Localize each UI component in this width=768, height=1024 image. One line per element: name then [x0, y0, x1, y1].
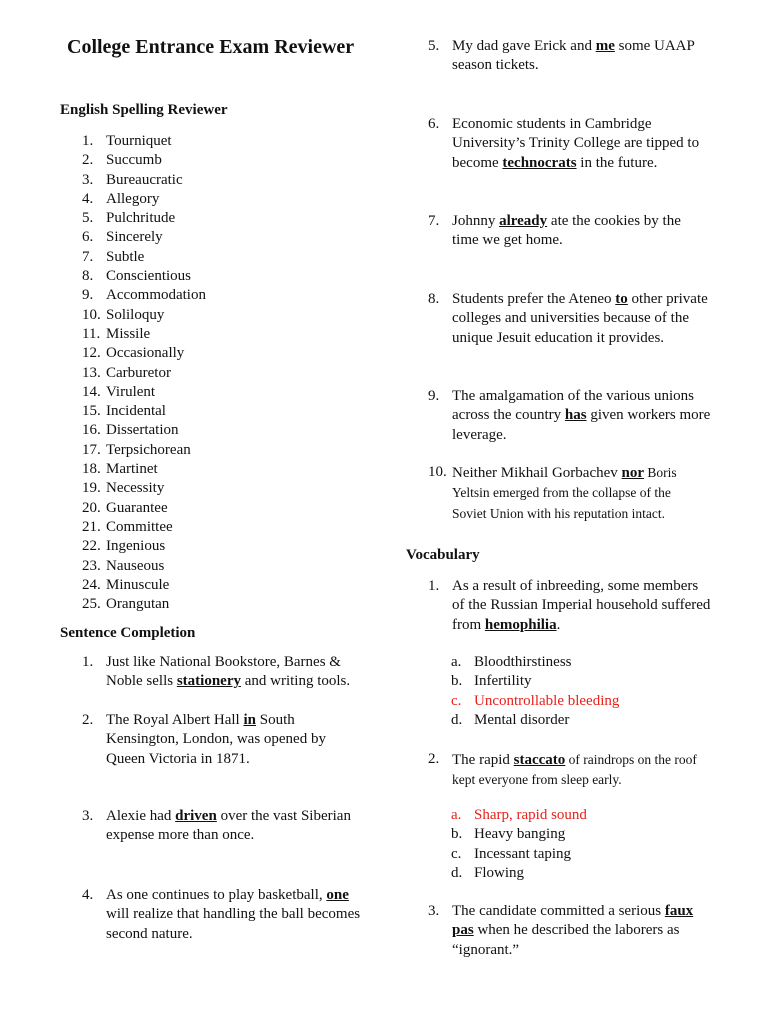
spelling-word-item — [82, 537, 206, 556]
key-word: driven — [175, 808, 217, 824]
sentence-item-1 — [82, 653, 367, 692]
item-number: 5. — [428, 38, 440, 54]
spelling-word-item — [82, 267, 206, 286]
spelling-word-item — [82, 364, 206, 383]
key-word: me — [595, 38, 615, 54]
vocab-item-1 — [428, 577, 713, 635]
spelling-word: Subtle — [106, 248, 145, 265]
spelling-word-item — [82, 171, 206, 190]
item-number: 1. — [428, 578, 440, 594]
item-text: Neither Mikhail Gorbachev nor Boris Yeltsin emerged from the collapse of the Soviet Union with his reputation intact. — [452, 465, 677, 521]
vocab-options-2 — [451, 806, 587, 884]
spelling-word: Sincerely — [106, 229, 163, 246]
option-b: b. Heavy banging — [451, 826, 566, 843]
item-number: 2. — [82, 712, 94, 728]
spelling-word: Occasionally — [106, 345, 185, 362]
spelling-word: Terpsichorean — [106, 441, 191, 458]
vocab-item-3 — [428, 902, 708, 960]
spelling-word-item — [82, 499, 206, 518]
key-word: stationery — [176, 673, 241, 690]
item-text: Just like National Bookstore, Barnes & Noble sells stationery and writing tools. — [106, 654, 351, 690]
spelling-word: Ingenious — [106, 538, 166, 555]
item-number: 4. — [82, 190, 94, 207]
spelling-word-item — [82, 325, 206, 344]
item-number: 22. — [82, 538, 101, 555]
vocab-item-2 — [428, 750, 713, 791]
item-text: The amalgamation of the various unions across the country has given workers more leverage. — [452, 388, 711, 443]
sentence-completion-heading: Sentence Completion — [60, 625, 196, 641]
spelling-word-item — [82, 518, 206, 537]
sentence-item-9 — [428, 387, 713, 445]
spelling-word-item — [82, 557, 206, 576]
item-text: The Royal Albert Hall in South Kensington, London, was opened by Queen Victoria in 1871. — [106, 712, 326, 767]
key-word: hemophilia — [484, 616, 557, 633]
item-text: As one continues to play basketball, one will realize that handling the ball becomes second nature. — [106, 887, 361, 942]
key-word: one — [326, 887, 349, 903]
item-text: The candidate committed a serious faux pas when he described the laborers as “ignorant.” — [452, 903, 694, 958]
sentence-item-2 — [82, 711, 352, 769]
spelling-word: Committee — [106, 518, 173, 535]
item-text: Alexie had driven over the vast Siberian expense more than once. — [106, 808, 351, 844]
item-number: 11. — [82, 325, 101, 342]
sentence-item-3 — [82, 807, 367, 846]
item-number: 2. — [428, 751, 440, 767]
spelling-word-item — [82, 576, 206, 595]
spelling-word-item — [82, 460, 206, 479]
key-word: nor — [621, 465, 645, 481]
vocab-options-1 — [451, 653, 619, 731]
sentence-item-6 — [428, 115, 713, 173]
item-text: Economic students in Cambridge University’s Trinity College are tipped to become technocrats in the future. — [452, 116, 700, 171]
item-number: 4. — [82, 887, 94, 903]
spelling-word: Necessity — [106, 480, 165, 497]
item-number: 7. — [82, 248, 94, 265]
item-number: 7. — [428, 213, 440, 229]
item-number: 3. — [82, 171, 94, 188]
item-number: 25. — [82, 596, 101, 613]
option-c-correct-answer: c. Uncontrollable bleeding — [451, 692, 620, 709]
spelling-list — [82, 132, 206, 614]
spelling-word: Virulent — [106, 383, 156, 400]
sentence-item-7 — [428, 212, 690, 251]
key-word: staccato — [513, 752, 566, 768]
item-number: 19. — [82, 480, 101, 497]
spelling-word: Carburetor — [106, 364, 171, 381]
item-number: 1. — [82, 133, 94, 149]
spelling-word: Minuscule — [106, 576, 170, 593]
key-word: faux pas — [452, 903, 694, 939]
item-number: 10. — [82, 306, 101, 323]
item-number: 9. — [82, 287, 94, 304]
item-number: 3. — [82, 808, 94, 824]
spelling-word-item — [82, 595, 206, 614]
key-word: technocrats — [502, 154, 577, 171]
spelling-word: Tourniquet — [106, 133, 172, 149]
spelling-word-item — [82, 479, 206, 498]
spelling-heading: English Spelling Reviewer — [60, 102, 228, 118]
item-text: My dad gave Erick and me some UAAP season tickets. — [452, 38, 695, 74]
spelling-word: Orangutan — [106, 596, 170, 613]
spelling-word: Accommodation — [106, 287, 206, 304]
vocabulary-heading: Vocabulary — [406, 547, 480, 563]
spelling-word-item — [82, 151, 206, 170]
spelling-word-item — [82, 441, 206, 460]
spelling-word: Pulchritude — [106, 210, 176, 227]
item-number: 17. — [82, 441, 101, 458]
item-number: 13. — [82, 364, 101, 381]
item-number: 18. — [82, 461, 101, 478]
key-word: to — [615, 291, 628, 307]
key-word: in — [243, 712, 256, 728]
option-d: d. Flowing — [451, 865, 525, 882]
spelling-word-item — [82, 383, 206, 402]
spelling-word: Allegory — [106, 190, 160, 207]
spelling-word-item — [82, 132, 206, 151]
item-number: 21. — [82, 518, 101, 535]
spelling-word-item — [82, 190, 206, 209]
spelling-word: Incidental — [106, 403, 166, 420]
option-d: d. Mental disorder — [451, 712, 570, 729]
spelling-word: Dissertation — [106, 422, 179, 439]
item-number: 8. — [82, 268, 94, 285]
spelling-word: Missile — [106, 325, 151, 342]
item-number: 20. — [82, 499, 101, 516]
spelling-word: Soliloquy — [106, 306, 165, 323]
option-a-correct-answer: a. Sharp, rapid sound — [451, 807, 587, 823]
item-number: 12. — [82, 345, 101, 362]
sentence-item-10 — [428, 463, 708, 524]
item-number: 3. — [428, 903, 440, 919]
item-number: 14. — [82, 383, 101, 400]
item-text: As a result of inbreeding, some members of the Russian Imperial household suffered from hemophilia. — [452, 578, 711, 633]
sentence-item-5 — [428, 37, 703, 76]
spelling-word-item — [82, 209, 206, 228]
spelling-word-item — [82, 402, 206, 421]
sentence-item-4 — [82, 886, 372, 944]
item-number: 24. — [82, 576, 101, 593]
spelling-word: Nauseous — [106, 557, 165, 574]
spelling-word-item — [82, 344, 206, 363]
item-number: 10. — [428, 464, 447, 480]
spelling-word: Martinet — [106, 461, 158, 478]
spelling-word-item — [82, 306, 206, 325]
spelling-word: Guarantee — [106, 499, 168, 516]
item-text: The rapid staccato of raindrops on the roof kept everyone from sleep early. — [452, 752, 697, 788]
item-number: 9. — [428, 388, 440, 404]
option-b: b. Infertility — [451, 673, 532, 690]
item-number: 6. — [82, 229, 94, 246]
item-number: 6. — [428, 116, 440, 132]
item-number: 23. — [82, 557, 101, 574]
key-word: already — [499, 213, 548, 229]
spelling-word: Conscientious — [106, 268, 191, 285]
page-title: College Entrance Exam Reviewer — [67, 36, 355, 58]
item-number: 2. — [82, 152, 94, 169]
item-number: 16. — [82, 422, 101, 439]
item-number: 8. — [428, 291, 440, 307]
option-a: a. Bloodthirstiness — [451, 654, 572, 670]
item-text: Johnny already ate the cookies by the time we get home. — [452, 213, 681, 249]
key-word: has — [564, 407, 587, 424]
item-number: 5. — [82, 210, 94, 227]
sentence-item-8 — [428, 290, 718, 348]
spelling-word-item — [82, 248, 206, 267]
option-c: c. Incessant taping — [451, 845, 572, 862]
item-number: 15. — [82, 403, 101, 420]
item-number: 1. — [82, 654, 94, 670]
item-text: Students prefer the Ateneo to other private colleges and universities because of the unique Jesuit education it provides. — [452, 291, 708, 346]
spelling-word: Bureaucratic — [106, 171, 183, 188]
spelling-word-item — [82, 286, 206, 305]
spelling-word-item — [82, 228, 206, 247]
spelling-word-item — [82, 421, 206, 440]
spelling-word: Succumb — [106, 152, 162, 169]
